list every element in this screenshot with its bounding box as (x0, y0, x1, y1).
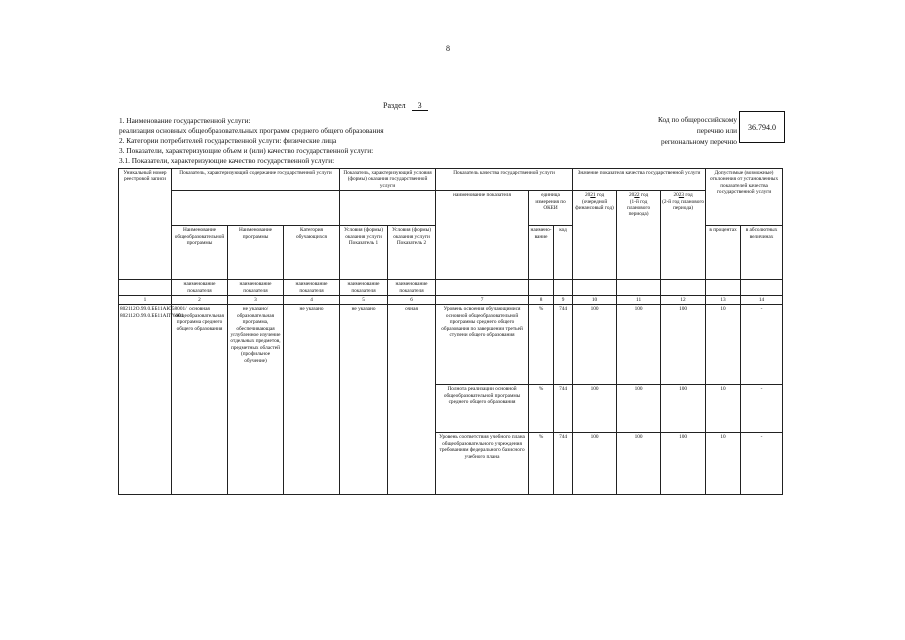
year2-value: 22 (634, 192, 640, 199)
colnum-11: 11 (617, 296, 661, 305)
header-conditions: Показатель, характеризующий условия (формы) оказания государственной услуги (340, 169, 436, 191)
indicator-code: 744 (554, 385, 573, 433)
row-category: не указано (284, 305, 340, 495)
subheader-blank-8 (529, 280, 554, 296)
subheader-blank-12 (661, 280, 706, 296)
service-name-value: реализация основных общеобразовательных программ среднего общего образования (119, 126, 384, 135)
row-program-type: не указано/ образовательная программа, обеспечивающая углубленное изучение отдельных предметов, предметных областей (профильное обучение) (228, 305, 284, 495)
indicator-value-y3: 100 (661, 385, 706, 433)
okved-label-line2: перечню или (696, 126, 737, 135)
indicator-value-y2: 100 (617, 433, 661, 495)
year2-prefix: 20 (628, 192, 635, 199)
indicator-value-y2: 100 (617, 305, 661, 385)
header-unit: единица измерения по ОКЕИ (529, 191, 573, 226)
header-regnum: Уникальный номер реестровой записи (119, 169, 172, 280)
header-condition-1: Условия (формы) оказания услуги Показатель 1 (340, 226, 388, 280)
quality-heading: 3.1. Показатели, характеризующие качество государственной услуги: (119, 156, 335, 165)
subheader-blank-9 (554, 280, 573, 296)
section-heading (383, 101, 428, 111)
colnum-10: 10 (573, 296, 617, 305)
row-regnum: 802112О.99.0.ББ11АЮ58001/ 802112О.99.0.ББ11АП76001 (119, 305, 172, 495)
row-condition-1: не указано (340, 305, 388, 495)
quality-table (118, 168, 783, 495)
colnum-5: 5 (340, 296, 388, 305)
year1-suffix: год (596, 192, 605, 199)
service-name-label: 1. Наименование государственной услуги: (119, 116, 251, 125)
okved-label-line1: Код по общероссийскому (657, 115, 737, 124)
indicator-deviation-pct: 10 (706, 433, 741, 495)
indicator-value-y3: 100 (661, 305, 706, 385)
indicator-name: Уровень освоения обучающимися основной общеобразовательной программы среднего общего образования по завершении третьей ступени общего образования (436, 305, 529, 385)
indicators-heading: 3. Показатели, характеризующие объем и (или) качество государственной услуги: (119, 146, 374, 155)
year3-prefix: 20 (673, 192, 679, 199)
header-values: Значение показателя качества государственной услуги (573, 169, 706, 191)
subheader-blank-7 (436, 280, 529, 296)
header-year2 (617, 191, 661, 280)
header-content-3: Категория обучающихся (284, 226, 340, 280)
okved-code-box (739, 111, 785, 143)
indicator-code: 744 (554, 305, 573, 385)
indicator-deviation-abs: - (741, 433, 783, 495)
colnum-1: 1 (119, 296, 172, 305)
year3-value: 23 (678, 192, 685, 199)
subheader-blank-14 (741, 280, 783, 296)
header-content: Показатель, характеризующий содержание государственной услуги (172, 169, 340, 191)
section-number: 3 (412, 101, 428, 111)
consumer-category: 2. Категории потребителей государственной услуги: физические лица (119, 136, 337, 145)
indicator-deviation-pct: 10 (706, 385, 741, 433)
subheader-name-2: наименование показателя (228, 280, 284, 296)
colnum-8: 8 (529, 296, 554, 305)
okved-code: 36.794.0 (748, 122, 776, 132)
year2-note: (1-й год планового периода) (627, 198, 651, 218)
header-content-spacer (172, 191, 340, 226)
row-program: основная общеобразовательная программа среднего общего образования (172, 305, 228, 495)
header-year1 (573, 191, 617, 280)
indicator-deviation-abs: - (741, 305, 783, 385)
year1-note: (очередной финансовый год) (575, 198, 614, 212)
header-indicator-name: наименование показателя (436, 191, 529, 280)
indicator-value-y2: 100 (617, 385, 661, 433)
year1-prefix: 20 (584, 192, 591, 199)
year2-suffix: год (640, 192, 649, 199)
header-absolute: в абсолютных величинах (741, 226, 783, 280)
header-conditions-spacer (340, 191, 436, 226)
colnum-12: 12 (661, 296, 706, 305)
row-condition-2: очная (388, 305, 436, 495)
header-percent: в процентах (706, 226, 741, 280)
colnum-6: 6 (388, 296, 436, 305)
colnum-4: 4 (284, 296, 340, 305)
header-year3 (661, 191, 706, 280)
header-content-1: Наименование общеобразовательной программы (172, 226, 228, 280)
indicator-unit: % (529, 385, 554, 433)
indicator-name: Уровень соответствия учебного плана общеобразовательного учреждения требованиям федерального базисного учебного плана (436, 433, 529, 495)
indicator-value-y1: 100 (573, 385, 617, 433)
indicator-unit: % (529, 433, 554, 495)
section-label: Раздел (383, 101, 406, 110)
header-content-2: Наименование программы (228, 226, 284, 280)
header-deviation: Допустимые (возможные) отклонения от установленных показателей качества государственной услуги (706, 169, 783, 226)
year3-note: (2-й год планового периода) (662, 198, 705, 212)
indicator-code: 744 (554, 433, 573, 495)
indicator-name: Полнота реализации основной общеобразовательной программы среднего общего образования (436, 385, 529, 433)
indicator-deviation-abs: - (741, 385, 783, 433)
colnum-3: 3 (228, 296, 284, 305)
year1-value: 21 (590, 192, 596, 199)
page-number: 8 (446, 44, 450, 53)
colnum-14: 14 (741, 296, 783, 305)
year3-suffix: год (685, 192, 693, 199)
okved-label-line3: региональному перечню (661, 137, 737, 146)
header-unit-code: код (554, 226, 573, 280)
colnum-13: 13 (706, 296, 741, 305)
subheader-blank (119, 280, 172, 296)
indicator-value-y1: 100 (573, 305, 617, 385)
header-quality: Показатель качества государственной услуги (436, 169, 573, 191)
table-row (119, 305, 783, 385)
subheader-name-1: наименование показателя (172, 280, 228, 296)
subheader-blank-10 (573, 280, 617, 296)
subheader-name-3: наименование показателя (284, 280, 340, 296)
indicator-value-y3: 100 (661, 433, 706, 495)
column-numbers-row (119, 296, 783, 305)
okved-label (640, 114, 737, 147)
indicator-unit: % (529, 305, 554, 385)
colnum-7: 7 (436, 296, 529, 305)
subheader-name-4: наименование показателя (340, 280, 388, 296)
subheader-blank-11 (617, 280, 661, 296)
header-unit-name: наимено-вание (529, 226, 554, 280)
indicator-value-y1: 100 (573, 433, 617, 495)
subheader-blank-13 (706, 280, 741, 296)
indicator-deviation-pct: 10 (706, 305, 741, 385)
header-condition-2: Условия (формы) оказания услуги Показатель 2 (388, 226, 436, 280)
colnum-9: 9 (554, 296, 573, 305)
service-header (119, 116, 659, 166)
subheader-name-5: наименование показателя (388, 280, 436, 296)
colnum-2: 2 (172, 296, 228, 305)
